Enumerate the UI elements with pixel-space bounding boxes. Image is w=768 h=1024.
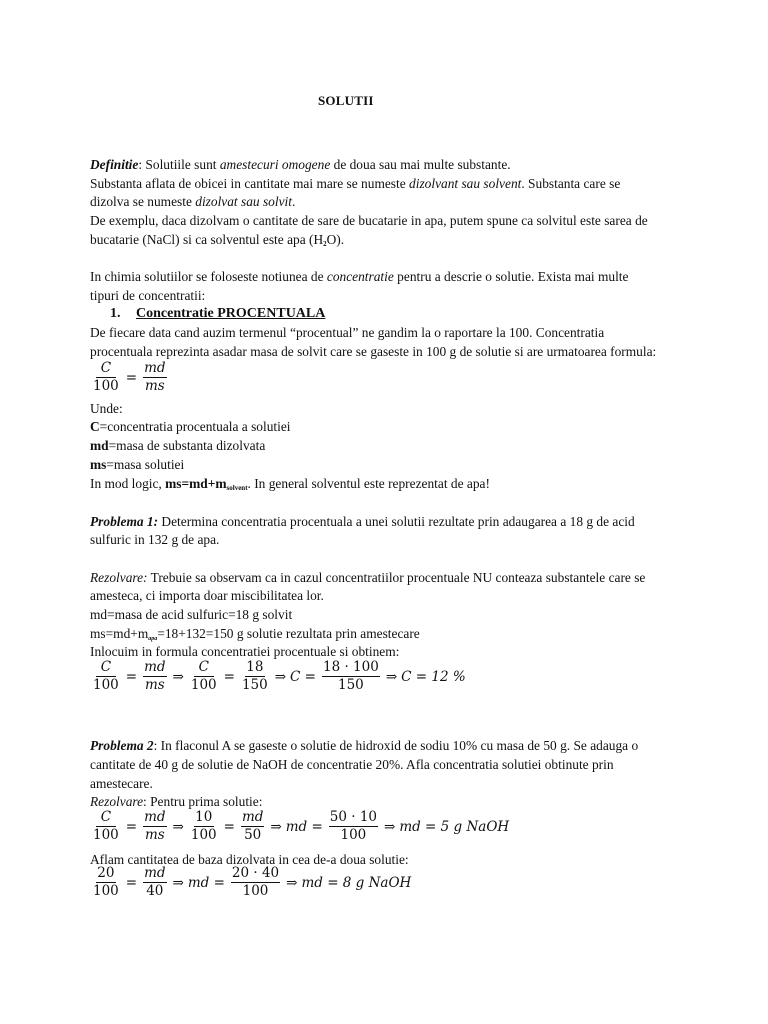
numerator: C bbox=[96, 810, 116, 827]
solution-1-line-2: amesteca, ci importa doar miscibilitatea lor. bbox=[90, 588, 324, 603]
solution-2-line-1 bbox=[90, 793, 262, 811]
implies-sign: ⇒ bbox=[270, 818, 282, 835]
section-number: 1. bbox=[110, 306, 121, 321]
text: Trebuie sa observam ca in cazul concentratiilor procentuale NU conteaza substantele care se bbox=[147, 570, 646, 585]
problem-1-line-1 bbox=[90, 513, 635, 531]
problem-label: Problema 2 bbox=[90, 738, 154, 753]
text: =18+132=150 g solutie rezultata prin amestecare bbox=[157, 626, 420, 641]
result: C = 12 % bbox=[401, 668, 466, 685]
text: Substanta aflata de obicei in cantitate mai mare se numeste bbox=[90, 176, 410, 191]
fraction bbox=[241, 660, 269, 693]
term: md bbox=[90, 438, 109, 453]
text-italic: amestecuri omogene bbox=[219, 157, 331, 172]
expression: C = bbox=[290, 668, 316, 685]
text-bold: ms=md+m bbox=[165, 476, 227, 491]
fraction bbox=[92, 810, 120, 843]
problem-label: Problema 1: bbox=[90, 514, 159, 529]
denominator: 100 bbox=[190, 827, 217, 843]
denominator: ms bbox=[144, 827, 165, 843]
definition-ms bbox=[90, 456, 184, 474]
numerator: md bbox=[144, 659, 166, 675]
denominator: 100 bbox=[242, 883, 269, 899]
denominator: ms bbox=[144, 378, 165, 394]
numerator: md bbox=[144, 809, 166, 825]
solution-label: Rezolvare: bbox=[90, 570, 148, 585]
denominator: 40 bbox=[146, 883, 164, 899]
fraction bbox=[190, 660, 218, 693]
fraction bbox=[143, 660, 166, 693]
text: =masa de substanta dizolvata bbox=[108, 438, 266, 453]
solution-1-line-1 bbox=[90, 569, 645, 587]
expression: md = bbox=[285, 818, 323, 835]
definition-label: Definitie bbox=[90, 157, 139, 172]
text: bucatarie (NaCl) si ca solventul este apa (H bbox=[90, 232, 324, 247]
text-italic: dizolvant sau solvent bbox=[409, 176, 522, 191]
result: md = 8 g NaOH bbox=[301, 874, 412, 891]
equation-problem-2a bbox=[90, 810, 509, 843]
implies-sign: ⇒ bbox=[172, 874, 184, 891]
definition-line-5 bbox=[90, 231, 344, 253]
text: de doua sau mai multe substante. bbox=[330, 157, 511, 172]
result: md = 5 g NaOH bbox=[399, 818, 510, 835]
text: dizolva se numeste bbox=[90, 194, 196, 209]
page-title: SOLUTII bbox=[318, 93, 374, 108]
fraction bbox=[92, 361, 120, 394]
text: In mod logic, bbox=[90, 476, 166, 491]
text: . In general solventul este reprezentat de apa! bbox=[247, 476, 490, 491]
equals-sign: = bbox=[125, 369, 138, 386]
fraction bbox=[143, 810, 166, 843]
numerator: 18 · 100 bbox=[322, 659, 379, 675]
numerator: md bbox=[144, 360, 166, 376]
definition-line-4: De exemplu, daca dizolvam o cantitate de sare de bucatarie in apa, putem spune ca solvitul este sarea de bbox=[90, 213, 648, 228]
fraction bbox=[329, 810, 378, 843]
denominator: ms bbox=[144, 677, 165, 693]
numerator: 20 bbox=[97, 865, 115, 881]
solution-1-line-3: md=masa de acid sulfuric=18 g solvit bbox=[90, 607, 293, 622]
fraction bbox=[143, 361, 166, 394]
numerator: C bbox=[96, 361, 116, 378]
text: . bbox=[291, 194, 296, 209]
unde-label: Unde: bbox=[90, 401, 123, 416]
numerator: C bbox=[96, 660, 116, 677]
problem-2-line-2: cantitate de 40 g de solutie de NaOH de concentratie 20%. Afla concentratia solutiei obtinute prin bbox=[90, 757, 614, 772]
text: : Solutiile sunt bbox=[138, 157, 220, 172]
term: ms bbox=[90, 457, 107, 472]
subscript: solvent bbox=[226, 484, 248, 492]
text: pentru a descrie o solutie. Exista mai multe bbox=[393, 269, 629, 284]
denominator: 100 bbox=[93, 677, 119, 693]
definition-line-1 bbox=[90, 156, 511, 174]
text: Determina concentratia procentuala a unei solutii rezultate prin adaugarea a 18 g de acid bbox=[158, 514, 635, 529]
implies-sign: ⇒ bbox=[286, 874, 298, 891]
equals-sign: = bbox=[223, 818, 235, 835]
denominator: 100 bbox=[340, 827, 367, 843]
text: . Substanta care se bbox=[521, 176, 621, 191]
implies-sign: ⇒ bbox=[274, 668, 287, 685]
implies-sign: ⇒ bbox=[385, 668, 398, 685]
text-italic: dizolvat sau solvit bbox=[195, 194, 292, 209]
text: =masa solutiei bbox=[106, 457, 185, 472]
denominator: 100 bbox=[93, 827, 119, 843]
text-italic: concentratie bbox=[326, 269, 394, 284]
procent-line-2: procentuala reprezinta asadar masa de solvit care se gaseste in 100 g de solutie si are urmatoarea formula: bbox=[90, 344, 657, 359]
denominator: 100 bbox=[93, 378, 119, 394]
implies-sign: ⇒ bbox=[172, 818, 184, 835]
numerator: 20 · 40 bbox=[231, 865, 280, 881]
solution-label: Rezolvare bbox=[90, 794, 144, 809]
equation-problem-1 bbox=[90, 660, 466, 693]
formula-concentration bbox=[90, 361, 169, 394]
text: In chimia solutiilor se foloseste notiunea de bbox=[90, 269, 327, 284]
text: O). bbox=[326, 232, 345, 247]
subscript: apa bbox=[148, 636, 158, 642]
fraction bbox=[190, 810, 218, 843]
text: : In flaconul A se gaseste o solutie de hidroxid de sodiu 10% cu masa de 50 g. Se adauga o bbox=[153, 738, 639, 753]
procent-line-1: De fiecare data cand auzim termenul “procentual” ne gandim la o raportare la 100. Concentratia bbox=[90, 325, 605, 340]
definition-line-3 bbox=[90, 193, 295, 211]
fraction bbox=[322, 660, 380, 693]
section-heading-1 bbox=[110, 305, 325, 323]
equals-sign: = bbox=[125, 874, 138, 891]
aflam-line: Aflam cantitatea de baza dizolvata in cea de-a doua solutie: bbox=[90, 852, 409, 867]
solution-1-line-5: Inlocuim in formula concentratiei procentuale si obtinem: bbox=[90, 644, 400, 659]
numerator: C bbox=[194, 660, 214, 677]
implies-sign: ⇒ bbox=[172, 668, 184, 685]
fraction bbox=[241, 810, 264, 843]
equals-sign: = bbox=[125, 818, 138, 835]
definition-c bbox=[90, 418, 291, 436]
text: : Pentru prima solutie: bbox=[143, 794, 263, 809]
fraction bbox=[231, 866, 280, 899]
fraction bbox=[143, 866, 166, 899]
denominator: 150 bbox=[241, 677, 268, 693]
denominator: 100 bbox=[190, 677, 217, 693]
equals-sign: = bbox=[125, 668, 138, 685]
denominator: 150 bbox=[338, 677, 364, 693]
definition-line-2 bbox=[90, 175, 620, 193]
numerator: 18 bbox=[246, 659, 264, 675]
intro-line-2: tipuri de concentratii: bbox=[90, 288, 206, 303]
logic-line bbox=[90, 475, 490, 497]
implies-sign: ⇒ bbox=[384, 818, 396, 835]
subscript: 2 bbox=[323, 240, 327, 248]
numerator: md bbox=[241, 809, 264, 825]
intro-line-1 bbox=[90, 268, 628, 286]
term: C bbox=[90, 419, 100, 434]
numerator: 50 · 10 bbox=[329, 809, 377, 825]
definition-md bbox=[90, 437, 265, 455]
denominator: 100 bbox=[93, 883, 119, 899]
denominator: 50 bbox=[244, 827, 262, 843]
numerator: 10 bbox=[195, 809, 213, 825]
fraction bbox=[92, 866, 120, 899]
expression: md = bbox=[187, 874, 225, 891]
problem-1-line-2: sulfuric in 132 g de apa. bbox=[90, 532, 220, 547]
problem-2-line-1 bbox=[90, 737, 638, 755]
equation-problem-2b bbox=[90, 866, 411, 899]
text: ms=md+m bbox=[90, 626, 149, 641]
fraction bbox=[92, 660, 120, 693]
text: =concentratia procentuala a solutiei bbox=[99, 419, 291, 434]
section-label: Concentratie PROCENTUALA bbox=[136, 306, 326, 321]
problem-2-line-3: amestecare. bbox=[90, 776, 153, 791]
equals-sign: = bbox=[223, 668, 235, 685]
numerator: md bbox=[144, 865, 166, 881]
